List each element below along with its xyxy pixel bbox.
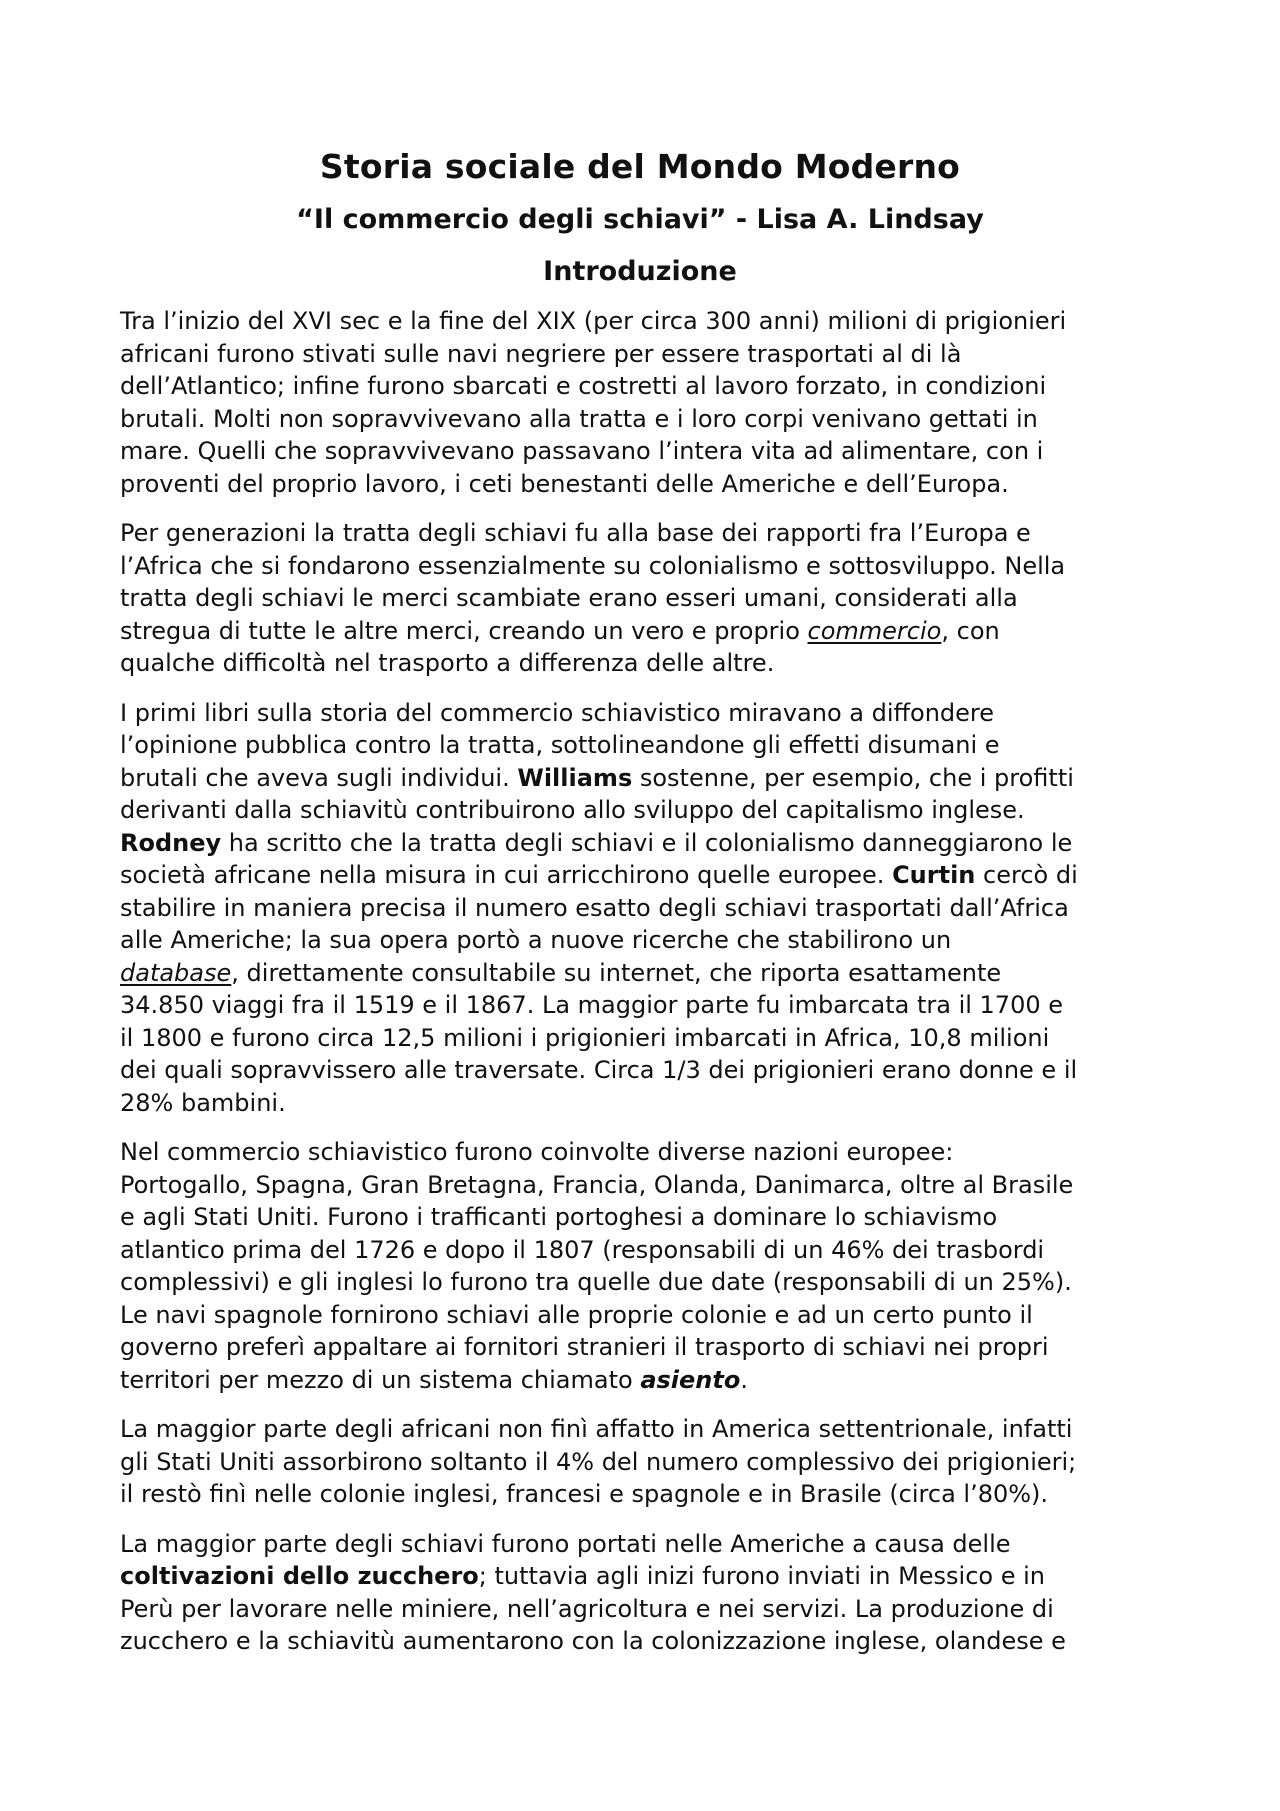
- author-name: Curtin: [892, 861, 976, 889]
- text-line: africani furono stivati sulle navi negriere per essere trasportati al di là: [120, 339, 962, 368]
- text-line: l’opinione pubblica contro la tratta, sottolineandone gli effetti disumani e: [120, 731, 1000, 759]
- paragraph: [120, 1413, 1160, 1511]
- paragraph: [120, 1528, 1160, 1658]
- text-line: governo preferì appaltare ai fornitori stranieri il trasporto di schiavi nei propri: [120, 1333, 1049, 1361]
- text-line: zucchero e la schiavitù aumentarono con la colonizzazione inglese, olandese e: [120, 1627, 1066, 1655]
- text-line: 34.850 viaggi fra il 1519 e il 1867. La maggior parte fu imbarcata tra il 1700 e: [120, 991, 1064, 1019]
- text-line: alle Americhe; la sua opera portò a nuove ricerche che stabilirono un: [120, 926, 952, 954]
- text-segment: ; tuttavia agli inizi furono inviati in Messico e in: [478, 1562, 1046, 1590]
- text-line: Le navi spagnole fornirono schiavi alle proprie colonie e ad un certo punto il: [120, 1300, 1033, 1329]
- emphasized-term: coltivazioni dello zucchero: [120, 1562, 479, 1590]
- text-segment: cercò di: [975, 861, 1078, 889]
- text-segment: , direttamente consultabile su internet, che riporta esattamente: [231, 958, 1002, 987]
- text-line: Perù per lavorare nelle miniere, nell’agricoltura e nei servizi. La produzione di: [120, 1594, 1054, 1623]
- text-line: Per generazioni la tratta degli schiavi fu alla base dei rapporti fra l’Europa e: [120, 519, 1031, 547]
- text-line: gli Stati Uniti assorbirono soltanto il 4% del numero complessivo dei prigionieri;: [120, 1447, 1077, 1476]
- text-segment: , con: [941, 616, 1000, 645]
- text-line: [120, 957, 1160, 990]
- text-line: [120, 762, 1160, 795]
- text-line: La maggior parte degli africani non finì affatto in America settentrionale, infatti: [120, 1415, 1073, 1443]
- text-line: Nel commercio schiavistico furono coinvolte diverse nazioni europee:: [120, 1138, 954, 1166]
- text-line: l’Africa che si fondarono essenzialmente su colonialismo e sottosviluppo. Nella: [120, 551, 1066, 580]
- text-line: Portogallo, Spagna, Gran Bretagna, Francia, Olanda, Danimarca, oltre al Brasile: [120, 1170, 1074, 1199]
- text-segment: territori per mezzo di un sistema chiamato: [120, 1365, 641, 1394]
- text-line: 28% bambini.: [120, 1088, 286, 1117]
- text-line: qualche difficoltà nel trasporto a differenza delle altre.: [120, 649, 775, 677]
- text-segment: stregua di tutte le altre merci, creando un vero e proprio: [120, 616, 808, 645]
- text-line: complessivi) e gli inglesi lo furono tra quelle due date (responsabili di un 25%).: [120, 1268, 1072, 1296]
- text-line: e agli Stati Uniti. Furono i trafficanti portoghesi a dominare lo schiavismo: [120, 1203, 998, 1231]
- text-segment: società africane nella misura in cui arricchirono quelle europee.: [120, 861, 893, 889]
- text-segment: sostenne, per esempio, che i profitti: [632, 763, 1074, 792]
- text-line: dei quali sopravvissero alle traversate. Circa 1/3 dei prigionieri erano donne e il: [120, 1056, 1078, 1084]
- text-line: [120, 859, 1160, 892]
- paragraph: [120, 305, 1160, 500]
- paragraph: [120, 517, 1160, 680]
- emphasized-term: asiento: [640, 1365, 741, 1394]
- document-title: Storia sociale del Mondo Moderno: [319, 147, 961, 186]
- text-line: [120, 1364, 1160, 1397]
- text-line: stabilire in maniera precisa il numero esatto degli schiavi trasportati dall’Africa: [120, 893, 1069, 922]
- paragraph: [120, 1136, 1160, 1396]
- text-line: [120, 1560, 1160, 1593]
- document-subtitle: “Il commercio degli schiavi” - Lisa A. Lindsay: [296, 204, 984, 235]
- text-line: brutali. Molti non sopravvivevano alla tratta e i loro corpi venivano gettati in: [120, 404, 1038, 433]
- text-line: mare. Quelli che sopravvivevano passavano l’intera vita ad alimentare, con i: [120, 437, 1044, 465]
- author-name: Rodney: [120, 828, 222, 857]
- text-line: I primi libri sulla storia del commercio schiavistico miravano a diffondere: [120, 698, 995, 727]
- section-heading: Introduzione: [543, 256, 737, 287]
- document-content: [120, 145, 1160, 1675]
- text-segment: brutali che aveva sugli individui.: [120, 763, 518, 792]
- text-line: La maggior parte degli schiavi furono portati nelle Americhe a causa delle: [120, 1529, 1011, 1558]
- text-line: proventi del proprio lavoro, i ceti benestanti delle Americhe e dell’Europa.: [120, 469, 1009, 498]
- author-name: Williams: [517, 763, 633, 792]
- body-text: [120, 305, 1160, 1658]
- text-line: il 1800 e furono circa 12,5 milioni i prigionieri imbarcati in Africa, 10,8 milioni: [120, 1023, 1050, 1052]
- emphasized-term: database: [120, 958, 232, 987]
- text-line: [120, 827, 1160, 860]
- text-line: dell’Atlantico; infine furono sbarcati e costretti al lavoro forzato, in condizioni: [120, 372, 1047, 400]
- text-line: atlantico prima del 1726 e dopo il 1807 (responsabili di un 46% dei trasbordi: [120, 1235, 1045, 1264]
- emphasized-term: commercio: [807, 616, 942, 645]
- paragraph: [120, 697, 1160, 1120]
- text-line: Tra l’inizio del XVI sec e la fine del XIX (per circa 300 anni) milioni di prigionieri: [120, 307, 1067, 335]
- text-segment: .: [740, 1365, 748, 1394]
- text-line: [120, 615, 1160, 648]
- text-line: il restò finì nelle colonie inglesi, francesi e spagnole e in Brasile (circa l’80%).: [120, 1480, 1049, 1508]
- text-line: tratta degli schiavi le merci scambiate erano esseri umani, considerati alla: [120, 584, 1018, 612]
- text-segment: ha scritto che la tratta degli schiavi e il colonialismo danneggiarono le: [221, 828, 1073, 857]
- text-line: derivanti dalla schiavitù contribuirono allo sviluppo del capitalismo inglese.: [120, 796, 1025, 824]
